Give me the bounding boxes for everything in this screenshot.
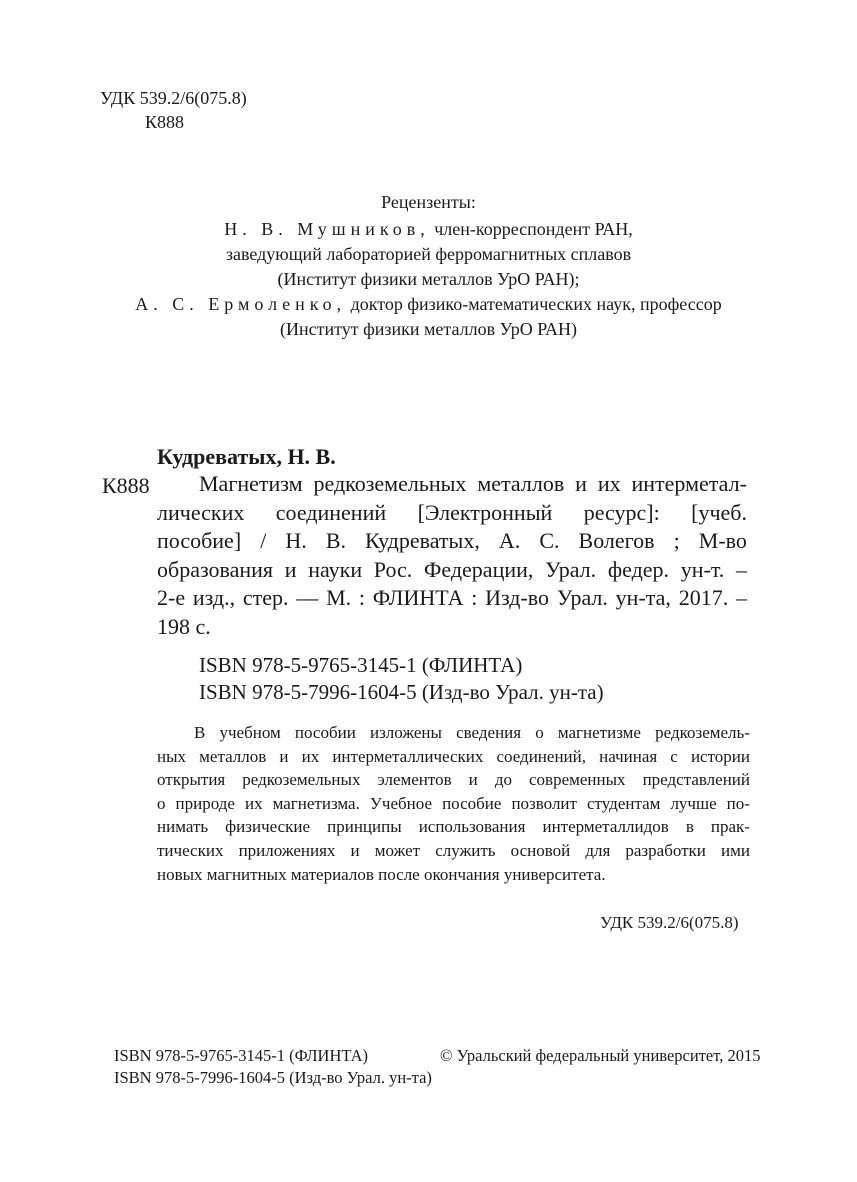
reviewer-2-institution: (Институт физики металлов УрО РАН) [280, 319, 577, 339]
word: истории [690, 746, 750, 766]
word: и [468, 770, 478, 790]
word: / [260, 528, 267, 553]
word: о [535, 723, 544, 742]
word: Н. [285, 528, 307, 553]
word: редкоземельных [242, 770, 361, 790]
word: ун-т. [680, 556, 725, 582]
word: сведения [456, 723, 522, 742]
word: М. [326, 585, 352, 610]
word: интерметаллидов [542, 817, 669, 837]
word: Урал. [545, 556, 597, 582]
word: новых магнитных материалов после окончания университета. [157, 864, 606, 884]
description-line [157, 499, 747, 528]
word: представлений [642, 770, 750, 790]
description-line [157, 527, 747, 556]
footer-isbn-flinta: ISBN 978-5-9765-3145-1 (ФЛИНТА) [114, 1046, 369, 1065]
annotation [157, 721, 750, 886]
word: о [157, 793, 166, 813]
author-heading: Кудреватых, Н. В. [157, 444, 336, 469]
word: ими [721, 840, 750, 860]
description-line [157, 613, 747, 642]
word: А. [498, 528, 521, 553]
annotation-line [157, 721, 750, 745]
word: В [194, 723, 206, 742]
word: ; [673, 528, 680, 553]
reviewers-heading: Рецензенты: [381, 192, 476, 212]
description-line [157, 584, 747, 613]
copyright-notice: © Уральский федеральный университет, 2015 [440, 1046, 761, 1065]
word: их [597, 471, 621, 496]
word: науки [308, 556, 363, 582]
udk-code-bottom: УДК 539.2/6(075.8) [600, 913, 739, 932]
word: начиная [599, 746, 658, 766]
word: пособие [442, 793, 502, 813]
word: изд., [192, 585, 236, 610]
word: тических [157, 840, 224, 860]
word: федер. [607, 556, 670, 582]
word: основой [510, 840, 571, 860]
word: лучше [670, 793, 717, 813]
word: соединений [275, 499, 387, 525]
description-line [157, 556, 747, 585]
word: изложены [369, 723, 442, 742]
word: : [471, 585, 478, 610]
reviewer-2-title: доктор физико-математических наук, профессор [346, 294, 722, 314]
word: природе [175, 793, 235, 813]
reviewer-2 [0, 291, 857, 317]
word: разработки [625, 840, 706, 860]
word: современных [529, 770, 626, 790]
word: – [735, 556, 747, 582]
word: Волегов [578, 528, 655, 553]
isbn-urfu: ISBN 978-5-7996-1604-5 (Изд-во Урал. ун-та) [199, 680, 604, 704]
word: 198 с. [157, 613, 211, 639]
word: Учебное [369, 793, 433, 813]
word: ун-та, [615, 585, 671, 610]
word: и [350, 840, 360, 860]
word: принципы [327, 817, 402, 837]
footer-isbn-urfu: ISBN 978-5-7996-1604-5 (Изд-во Урал. ун-та) [114, 1068, 432, 1087]
annotation-line [157, 745, 750, 769]
annotation-line [157, 815, 750, 839]
word: физические [225, 817, 311, 837]
word: магнетизме [557, 723, 641, 742]
word: лических [157, 499, 245, 525]
word: их [301, 746, 320, 766]
word: для [585, 840, 611, 860]
reviewer-1-position: заведующий лабораторией ферромагнитных сплавов [225, 244, 632, 264]
word: и [279, 746, 289, 766]
reviewer-2-name: А. С. Ермоленко, [135, 294, 347, 314]
annotation-line [157, 768, 750, 792]
word: прак- [710, 817, 750, 837]
word: в [685, 817, 694, 837]
word: [Электронный [417, 499, 553, 525]
annotation-line [157, 839, 750, 863]
author-mark-top: К888 [145, 112, 185, 132]
word: может [374, 840, 421, 860]
word: интерметаллических [332, 746, 484, 766]
word: нимать [157, 817, 209, 837]
word: С. [539, 528, 560, 553]
word: магнетизма. [272, 793, 360, 813]
word: их [244, 793, 263, 813]
description-line [157, 470, 747, 499]
word: Кудреватых, [365, 528, 480, 553]
shelf-code: К888 [102, 473, 150, 498]
word: ных [157, 746, 187, 766]
annotation-line [157, 863, 750, 887]
isbn-flinta: ISBN 978-5-9765-3145-1 (ФЛИНТА) [199, 653, 523, 677]
word: пособии [294, 723, 356, 742]
word: ФЛИНТА [372, 585, 464, 610]
word: редкоземель- [655, 723, 750, 742]
word: и [284, 556, 297, 582]
word: М-во [698, 528, 747, 553]
word: приложениях [238, 840, 336, 860]
word: 2-е [157, 585, 186, 610]
reviewer-1-institution: (Институт физики металлов УрО РАН); [277, 269, 580, 289]
word: Урал. [556, 585, 608, 610]
word: позволит [511, 793, 577, 813]
word: до [494, 770, 512, 790]
word: соединений, [496, 746, 586, 766]
word: [учеб. [691, 499, 747, 525]
word: – [735, 585, 747, 610]
word: В. [325, 528, 346, 553]
word: учебном [219, 723, 281, 742]
reviewer-1-name: Н. В. Мушников, [224, 219, 430, 239]
word: использования [418, 817, 526, 837]
bibliographic-description [157, 470, 747, 641]
word: стер. [242, 585, 289, 610]
word: 2017. [678, 585, 729, 610]
word: элементов [377, 770, 452, 790]
word: — [296, 585, 319, 610]
word: ресурс]: [583, 499, 660, 525]
word: Изд-во [485, 585, 550, 610]
reviewer-1 [0, 216, 857, 242]
word: Федерации, [423, 556, 534, 582]
word: Рос. [373, 556, 413, 582]
word: открытия [157, 770, 226, 790]
udk-code-top: УДК 539.2/6(075.8) [100, 88, 247, 108]
word: металлов [477, 471, 565, 496]
word: и [575, 471, 587, 496]
annotation-line [157, 792, 750, 816]
word: Магнетизм [199, 471, 303, 496]
word: с [670, 746, 678, 766]
word: пособие] [157, 528, 242, 553]
word: : [358, 585, 366, 610]
word: металлов [199, 746, 267, 766]
reviewer-1-title: член-корреспондент РАН, [429, 219, 633, 239]
word: студентам [587, 793, 661, 813]
word: по- [726, 793, 750, 813]
word: интерметал- [631, 471, 747, 496]
word: редкоземельных [313, 471, 467, 496]
word: образования [157, 556, 274, 582]
word: служить [435, 840, 496, 860]
